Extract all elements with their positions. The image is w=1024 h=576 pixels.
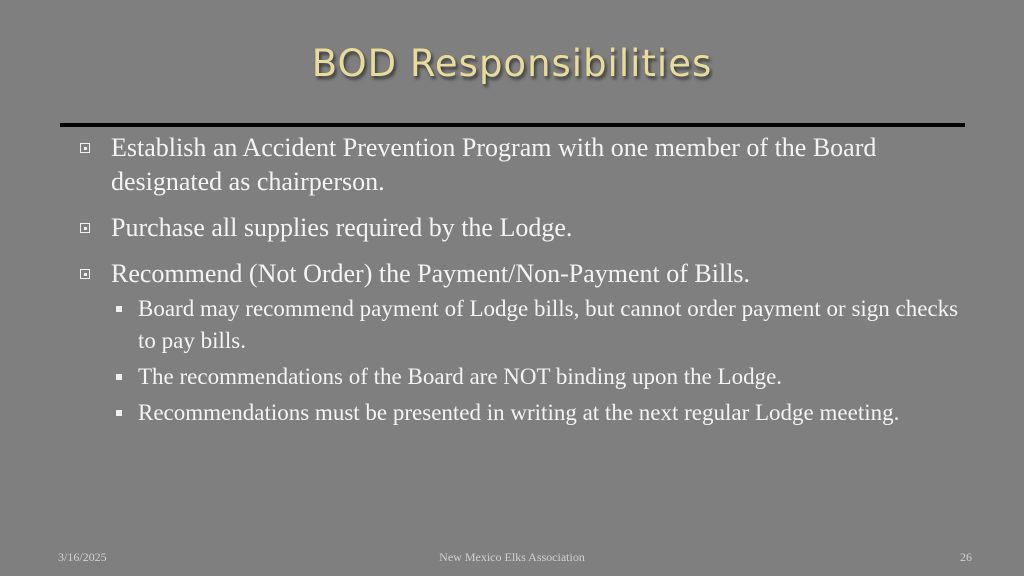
bullet-text: Purchase all supplies required by the Lodge.	[111, 213, 573, 242]
bullet-text: Recommend (Not Order) the Payment/Non-Payment of Bills.	[111, 259, 751, 288]
square-bullet-icon	[80, 269, 90, 279]
slide-content	[76, 131, 976, 433]
small-square-bullet-icon	[116, 374, 122, 380]
square-bullet-icon	[80, 143, 90, 153]
bullet-item	[76, 257, 976, 291]
square-bullet-icon	[80, 223, 90, 233]
slide-title: BOD Responsibilities	[311, 42, 713, 85]
bullet-item	[76, 211, 976, 245]
bullet-text: Establish an Accident Prevention Program with one member of the Board designated as chairperson.	[111, 133, 877, 196]
footer-page-number: 26	[960, 550, 972, 564]
footer-date: 3/16/2025	[58, 550, 107, 564]
sub-bullet-text: The recommendations of the Board are NOT binding upon the Lodge.	[138, 364, 783, 389]
sub-bullet-item	[76, 397, 976, 429]
sub-bullet-text: Board may recommend payment of Lodge bills, but cannot order payment or sign checks to pay bills.	[138, 296, 959, 353]
bullet-item	[76, 131, 976, 199]
title-divider	[60, 123, 965, 127]
sub-bullet-text: Recommendations must be presented in writing at the next regular Lodge meeting.	[138, 400, 900, 425]
small-square-bullet-icon	[116, 306, 122, 312]
footer-organization: New Mexico Elks Association	[439, 550, 585, 564]
small-square-bullet-icon	[116, 410, 122, 416]
sub-bullet-item	[76, 293, 976, 357]
sub-bullet-item	[76, 361, 976, 393]
